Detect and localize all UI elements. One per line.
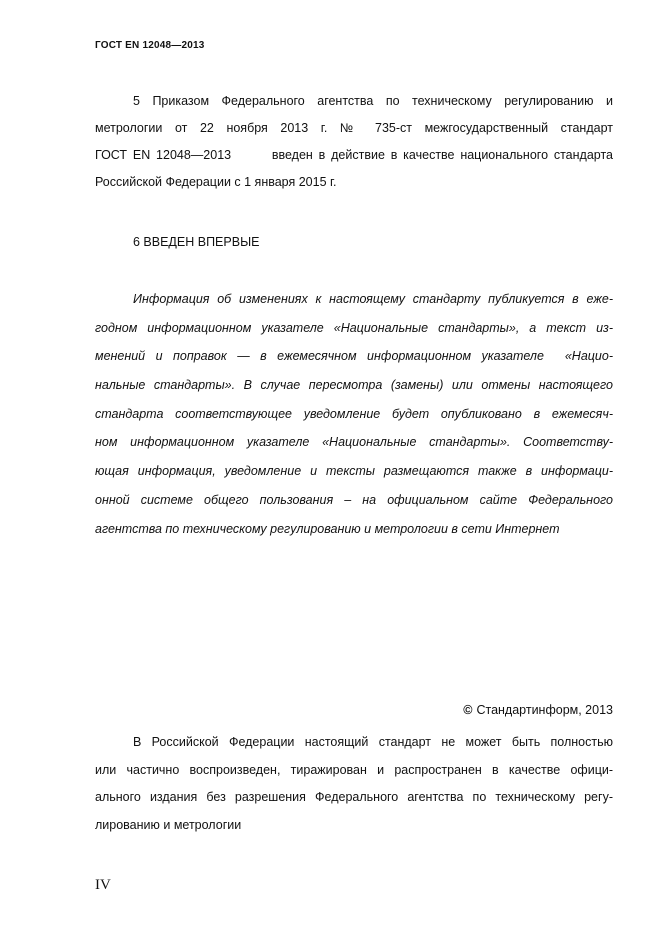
rights-line: лированию и метрологии bbox=[95, 818, 242, 833]
info-line: ющая информация, уведомление и тексты размещаются также в информаци- bbox=[95, 464, 613, 479]
info-line: годном информационном указателе «Национальные стандарты», а текст из- bbox=[95, 320, 613, 335]
copyright-icon: © bbox=[463, 703, 473, 717]
item-6-paragraph bbox=[95, 229, 613, 256]
item-5-line: Российской Федерации с 1 января 2015 г. bbox=[95, 175, 337, 189]
rights-line: ального издания без разрешения Федерального агентства по техническому регу- bbox=[95, 790, 613, 805]
item-5-line: ГОСТ EN 12048—2013 введен в действие в качестве национального стандарта bbox=[95, 148, 613, 162]
info-line: агентства по техническому регулированию и метрологии в сети Интернет bbox=[95, 521, 560, 536]
rights-paragraph bbox=[95, 729, 613, 840]
info-line: Информация об изменениях к настоящему стандарту публикуется в еже- bbox=[133, 292, 613, 306]
info-line: стандарта соответствующее уведомление будет опубликовано в ежемесяч- bbox=[95, 406, 613, 421]
info-notice-paragraph bbox=[95, 285, 613, 543]
item-6-text: 6 ВВЕДЕН ВПЕРВЫЕ bbox=[133, 235, 260, 249]
info-line: менений и поправок — в ежемесячном информационном указателе «Нацио- bbox=[95, 349, 613, 364]
copyright-notice bbox=[463, 703, 613, 717]
document-header: ГОСТ EN 12048—2013 bbox=[95, 40, 205, 51]
info-line: нальные стандарты». В случае пересмотра (замены) или отмены настоящего bbox=[95, 378, 613, 393]
info-line: ном информационном указателе «Национальные стандарты». Соответству- bbox=[95, 435, 613, 450]
item-5-line: метрологии от 22 ноября 2013 г. № 735-ст межгосударственный стандарт bbox=[95, 121, 613, 135]
page-number: IV bbox=[95, 877, 111, 893]
rights-line: или частично воспроизведен, тиражирован и распространен в качестве офици- bbox=[95, 762, 613, 777]
item-5-paragraph bbox=[95, 88, 613, 196]
rights-line: В Российской Федерации настоящий стандарт не может быть полностью bbox=[133, 735, 613, 749]
info-line: онной системе общего пользования – на официальном сайте Федерального bbox=[95, 492, 613, 507]
copyright-text: Стандартинформ, 2013 bbox=[476, 703, 613, 717]
item-5-line: 5 Приказом Федерального агентства по техническому регулированию и bbox=[133, 94, 613, 108]
